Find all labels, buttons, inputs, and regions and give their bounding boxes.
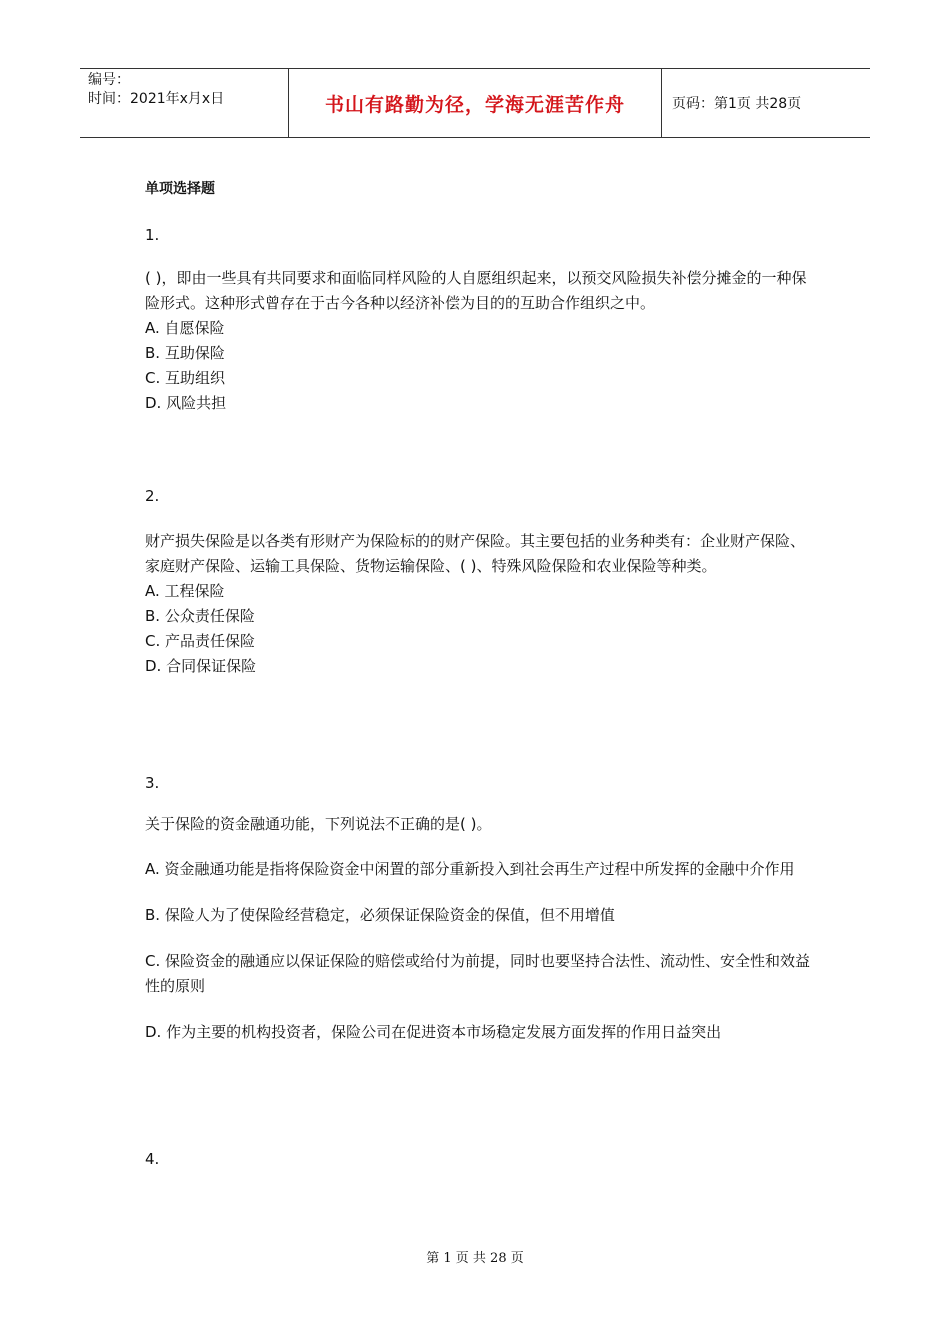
option-c: C. 保险资金的融通应以保证保险的赔偿或给付为前提，同时也要坚持合法性、流动性、安全性和效益性的原则 <box>145 952 811 995</box>
question-2 <box>145 487 815 679</box>
page-label: 页码：第1页 共28页 <box>672 96 802 112</box>
time-label: 时间：2021年x月x日 <box>88 91 225 107</box>
question-1 <box>145 226 815 416</box>
question-number: 2. <box>145 487 160 505</box>
option-b: B. 公众责任保险 <box>145 607 255 625</box>
option-d: D. 合同保证保险 <box>145 657 257 675</box>
motto-text: 书山有路勤为径，学海无涯苦作舟 <box>324 93 625 116</box>
question-stem: 财产损失保险是以各类有形财产为保险标的的财产保险。其主要包括的业务种类有：企业财产保险、家庭财产保险、运输工具保险、货物运输保险、( )、特殊风险保险和农业保险等种类。 <box>145 532 806 575</box>
option-a: A. 自愿保险 <box>145 319 225 337</box>
question-number: 3. <box>145 774 160 792</box>
question-stem: ( )，即由一些具有共同要求和面临同样风险的人自愿组织起来，以预交风险损失补偿分摊金的一种保险形式。这种形式曾存在于古今各种以经济补偿为目的的互助合作组织之中。 <box>145 269 807 312</box>
page-footer: 第 1 页 共 28 页 <box>426 1251 524 1266</box>
option-b: B. 保险人为了使保险经营稳定，必须保证保险资金的保值，但不用增值 <box>145 906 615 924</box>
page-header <box>80 68 870 138</box>
question-number: 1. <box>145 226 160 244</box>
question-3 <box>145 774 815 1045</box>
option-d: D. 作为主要的机构投资者，保险公司在促进资本市场稳定发展方面发挥的作用日益突出 <box>145 1023 722 1041</box>
header-page <box>662 69 801 137</box>
option-c: C. 互助组织 <box>145 369 226 387</box>
question-4 <box>145 1150 815 1168</box>
number-label: 编号： <box>88 72 130 88</box>
option-a: A. 工程保险 <box>145 582 225 600</box>
header-motto <box>288 69 662 137</box>
option-a: A. 资金融通功能是指将保险资金中闲置的部分重新投入到社会再生产过程中所发挥的金融中介作用 <box>145 860 795 878</box>
question-stem: 关于保险的资金融通功能，下列说法不正确的是( )。 <box>145 815 492 833</box>
question-number: 4. <box>145 1150 160 1168</box>
option-d: D. 风险共担 <box>145 394 227 412</box>
section-title: 单项选择题 <box>145 181 215 197</box>
option-c: C. 产品责任保险 <box>145 632 256 650</box>
option-b: B. 互助保险 <box>145 344 225 362</box>
header-meta <box>80 69 288 137</box>
document-body <box>145 176 815 1168</box>
